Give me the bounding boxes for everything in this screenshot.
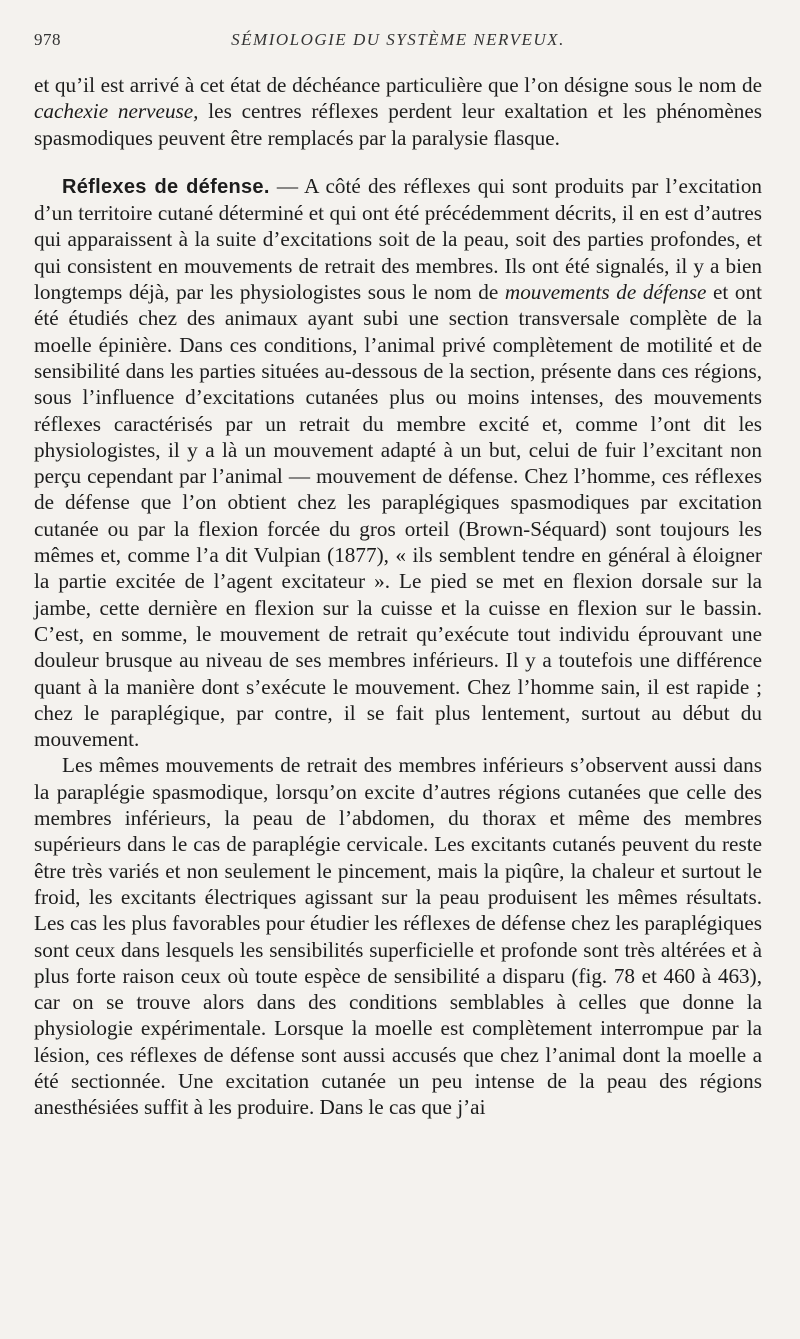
paragraph-continuation bbox=[34, 72, 762, 151]
paragraph-reflexes-de-defense bbox=[34, 173, 762, 753]
paragraph-text: et qu’il est arrivé à cet état de déchéance particulière que l’on désigne sous le nom de bbox=[34, 73, 762, 97]
running-title: SÉMIOLOGIE DU SYSTÈME NERVEUX. bbox=[231, 30, 565, 49]
paragraph-mouvements-de-retrait bbox=[34, 752, 762, 1120]
italic-term: cachexie nerveuse, bbox=[34, 99, 199, 124]
paragraph-text: les centres réflexes perdent leur exaltation et les phénomènes spasmodiques peuvent être remplacés par la paralysie flasque. bbox=[34, 99, 762, 150]
page-number: 978 bbox=[34, 30, 61, 49]
paragraph-text: — A côté des réflexes qui sont produits par l’excitation d’un territoire cutané déterminé et qui ont été précédemment décrits, il en est d’autres qui apparaissent à la suite d’excitations soit de la peau, soit des parties profondes, et qui consistent en mouvements de retrait des membres. Ils ont été signalés, il y a bien longtemps déjà, par les physiologistes sous le nom de bbox=[34, 173, 763, 305]
paragraph-text: Les mêmes mouvements de retrait des membres inférieurs s’observent aussi dans la paraplégie spasmodique, lorsqu’on excite d’autres régions cutanées que celle des membres inférieurs, la peau de l’abdomen, du thorax et même des membres supérieurs dans le cas de paraplégie cervicale. Les excitants cutanés peuvent du reste être très variés et non seulement le pincement, mais la piqûre, la chaleur et surtout le froid, les excitants électriques agissant sur la peau produisent les mêmes résultats. Les cas les plus favorables pour étudier les réflexes de défense chez les paraplégiques sont ceux dans lesquels les sensibilités superficielle et profonde sont très altérées et à plus forte raison ceux où toute espèce de sensibilité a disparu (fig. 78 et 460 à 463), car on se trouve alors dans des conditions semblables à celles que donne la physiologie expérimentale. Lorsque la moelle est complètement interrompue par la lésion, ces réflexes de défense sont aussi accusés que chez l’animal dont la moelle a été sectionnée. Une excitation cutanée un peu intense de la peau des régions anesthésiées suffit à les produire. Dans le cas que j’ai bbox=[34, 753, 762, 1120]
running-head bbox=[34, 30, 762, 58]
italic-term: mouvements de défense bbox=[504, 280, 707, 305]
section-gap bbox=[34, 151, 762, 173]
paragraph-text: et ont été étudiés chez des animaux ayant subi une section transversale complète de la moelle épinière. Dans ces conditions, l’animal privé complètement de motilité et de sensibilité dans les parties situées au-dessous de la section, présente dans ces régions, sous l’influence d’excitations cutanées plus ou moins intenses, des mouvements réflexes caractérisés par un retrait du membre excité et, comme l’ont dit les physiologistes, il y a là un mouvement adapté à un but, celui de fuir l’excitant non perçu cependant par l’animal — mouvement de défense. Chez l’homme, ces réflexes de défense que l’on obtient chez les paraplégiques spasmodiques par excitation cutanée ou par la flexion forcée du gros orteil (Brown-Séquard) sont toujours les mêmes et, comme l’a dit Vulpian (1877), « ils semblent tendre en général à éloigner la partie excitée de l’agent excitateur ». Le pied se met en flexion dorsale sur la jambe, cette dernière en flexion sur la cuisse et la cuisse en flexion sur le bassin. C’est, en somme, le mouvement de retrait qu’exécute tout individu éprouvant une douleur brusque au niveau de ses membres inférieurs. Il y a toutefois une différence quant à la manière dont s’exécute le mouvement. Chez l’homme sain, il est rapide ; chez le paraplégique, par contre, il se fait plus lentement, surtout au début du mouvement. bbox=[34, 280, 762, 752]
section-heading: Réflexes de défense. bbox=[62, 175, 270, 198]
body-text bbox=[34, 72, 762, 1121]
